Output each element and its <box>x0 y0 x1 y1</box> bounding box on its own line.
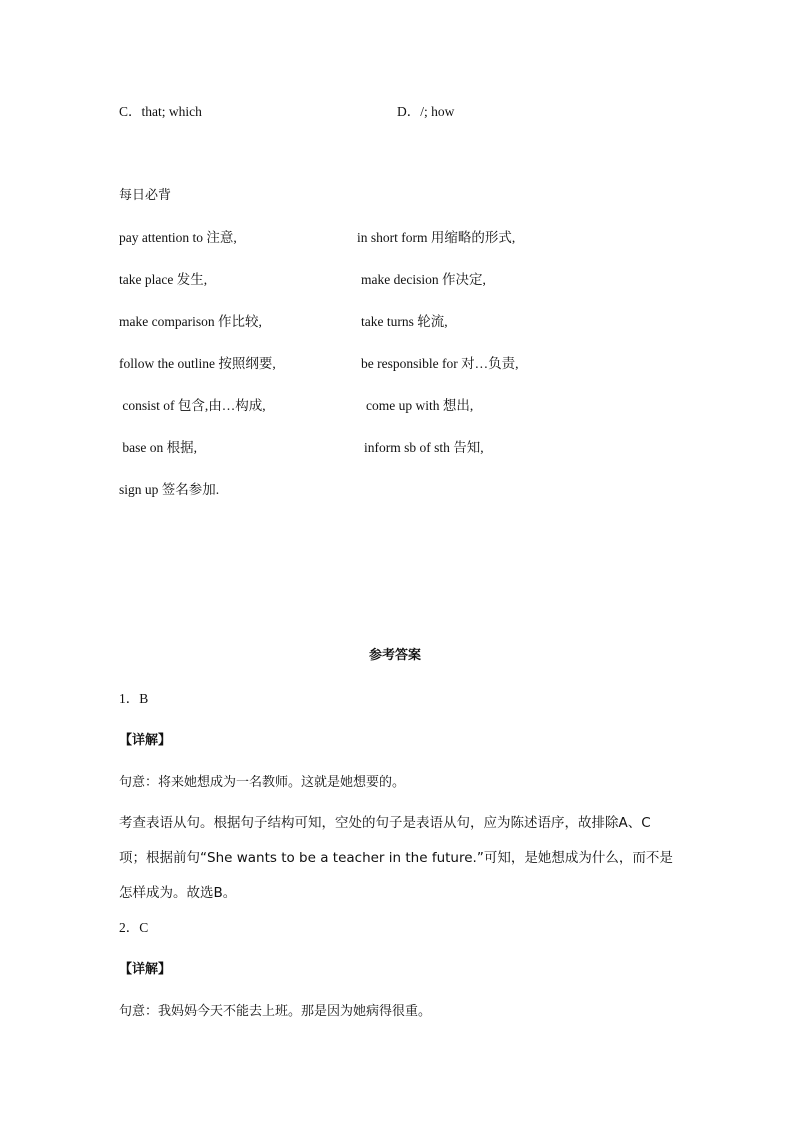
daily-row-right: inform sb of sth 告知, <box>364 440 484 455</box>
daily-row-left: make comparison 作比较, <box>119 314 262 329</box>
daily-row-right: come up with 想出, <box>366 398 474 413</box>
daily-row-left: sign up 签名参加. <box>119 482 220 497</box>
option-d: D．/; how <box>397 104 455 119</box>
daily-row-right: take turns 轮流, <box>361 314 448 329</box>
option-c: C．that; which <box>119 104 202 119</box>
daily-row-right: in short form 用缩略的形式, <box>357 230 516 245</box>
question-2-meaning: 句意：我妈妈今天不能去上班。那是因为她病得很重。 <box>119 1004 432 1019</box>
daily-row-right: be responsible for 对…负责, <box>361 356 519 371</box>
daily-row-left: follow the outline 按照纲要, <box>119 356 276 371</box>
daily-row-left: base on 根据, <box>119 440 197 455</box>
question-1-analysis: 考查表语从句。根据句子结构可知，空处的句子是表语从句，应为陈述语序，故排除A、C项；根据前句“She wants to be a teacher in the future.”可知，是她想成为什么，而不是怎样成为。故选B。 <box>119 815 673 901</box>
daily-title: 每日必背 <box>119 188 172 203</box>
daily-row-left: consist of 包含,由…构成, <box>119 398 266 413</box>
question-1-number: 1．B <box>119 691 149 706</box>
daily-row-left: pay attention to 注意, <box>119 230 237 245</box>
question-1-detail-label: 【详解】 <box>119 733 172 748</box>
daily-row-right: make decision 作决定, <box>361 272 486 287</box>
question-2-number: 2．C <box>119 920 149 935</box>
question-1-meaning: 句意：将来她想成为一名教师。这就是她想要的。 <box>119 775 406 790</box>
daily-row-left: take place 发生, <box>119 272 208 287</box>
answers-title: 参考答案 <box>369 648 422 663</box>
question-2-detail-label: 【详解】 <box>119 962 172 977</box>
